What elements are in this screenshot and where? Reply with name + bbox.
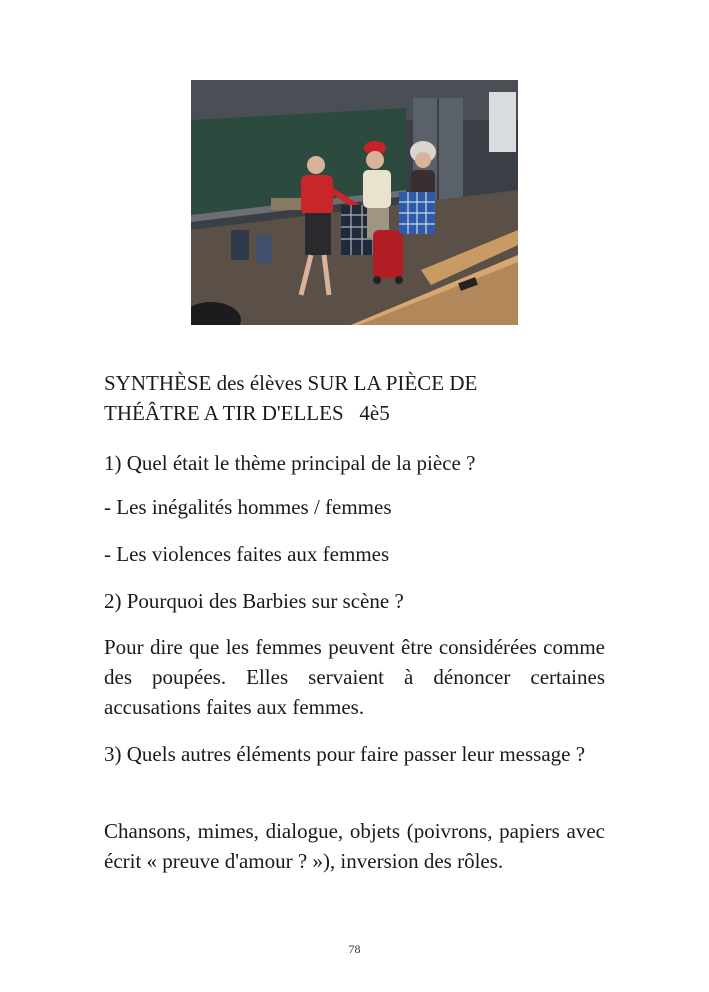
answer-3: Chansons, mimes, dialogue, objets (poivrons, papiers avec écrit « preuve d'amour ? »), inversion des rôles. xyxy=(104,819,605,873)
theatre-photo-image xyxy=(191,80,518,325)
answer-1-item-1: - Les inégalités hommes / femmes xyxy=(104,495,392,519)
page-number: 78 xyxy=(348,942,361,956)
theatre-photo xyxy=(191,80,518,325)
answer-2: Pour dire que les femmes peuvent être considérées comme des poupées. Elles servaient à dénoncer certaines accusations faites aux femmes. xyxy=(104,635,605,719)
page-title xyxy=(104,368,605,428)
question-3: 3) Quels autres éléments pour faire passer leur message ? xyxy=(104,742,586,766)
title-line-1: SYNTHÈSE des élèves SUR LA PIÈCE DE xyxy=(104,371,478,395)
question-2: 2) Pourquoi des Barbies sur scène ? xyxy=(104,589,404,613)
question-1: 1) Quel était le thème principal de la pièce ? xyxy=(104,451,476,475)
title-line-2: THÉÂTRE A TIR D'ELLES 4è5 xyxy=(104,401,390,425)
answer-1-item-2: - Les violences faites aux femmes xyxy=(104,542,390,566)
